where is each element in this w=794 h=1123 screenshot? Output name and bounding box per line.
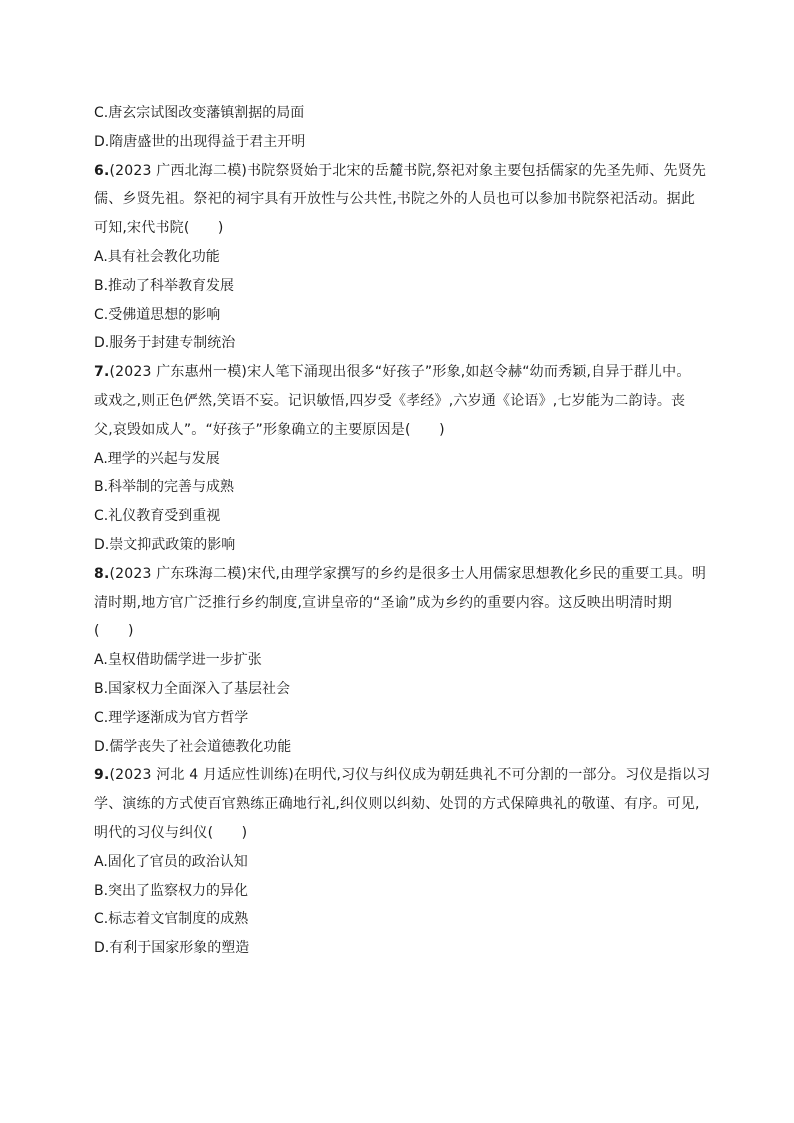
question-9-line-2: 学、演练的方式使百官熟练正确地行礼,纠仪则以纠劾、处罚的方式保障典礼的敬谨、有序。可见,: [94, 796, 700, 813]
option-c: C.理学逐渐成为官方哲学: [94, 709, 249, 726]
question-8: [94, 560, 707, 762]
question-7: [94, 358, 694, 560]
question-number: 7.: [94, 364, 110, 381]
option-d: D.儒学丧失了社会道德教化功能: [94, 738, 292, 755]
option-c: C.礼仪教育受到重视: [94, 508, 221, 525]
option-b: B.国家权力全面深入了基层社会: [94, 680, 291, 697]
question-8-line-1: [94, 560, 707, 589]
option-d: D.有利于国家形象的塑造: [94, 940, 250, 957]
option-c: C.受佛道思想的影响: [94, 306, 221, 323]
question-text: (2023 河北 4 月适应性训练)在明代,习仪与纠仪成为朝廷典礼不可分割的一部分。习仪是指以习: [109, 767, 711, 784]
question-9-line-3: 明代的习仪与纠仪( ): [94, 824, 248, 841]
question-7-line-1: [94, 358, 694, 387]
question-text: (2023 广东珠海二模)宋代,由理学家撰写的乡约是很多士人用儒家思想教化乡民的重要工具。明: [109, 565, 707, 582]
question-6-line-2: 儒、乡贤先祖。祭祀的祠宇具有开放性与公共性,书院之外的人员也可以参加书院祭祀活动。据此: [94, 191, 696, 208]
question-6-line-3: 可知,宋代书院( ): [94, 220, 224, 237]
option-b: B.推动了科举教育发展: [94, 277, 235, 294]
question-6: [94, 157, 707, 359]
question-8-line-2: 清时期,地方官广泛推行乡约制度,宣讲皇帝的“圣谕”成为乡约的重要内容。这反映出明清时期: [94, 594, 673, 611]
option-c: C.标志着文官制度的成熟: [94, 911, 249, 928]
option-a: A.皇权借助儒学进一步扩张: [94, 652, 262, 669]
option-d: D.服务于封建专制统治: [94, 335, 236, 352]
question-number: 9.: [94, 767, 110, 784]
option-a: A.具有社会教化功能: [94, 248, 220, 265]
question-6-line-1: [94, 157, 707, 186]
option-c-prev: C.唐玄宗试图改变藩镇割据的局面: [94, 105, 305, 121]
question-8-line-3: ( ): [94, 623, 134, 640]
option-a: A.固化了官员的政治认知: [94, 853, 248, 870]
question-7-line-3: 父,哀毁如成人”。“好孩子”形象确立的主要原因是( ): [94, 421, 445, 438]
question-text: (2023 广西北海二模)书院祭贤始于北宋的岳麓书院,祭祀对象主要包括儒家的先圣先师、先贤先: [109, 162, 707, 179]
option-a: A.理学的兴起与发展: [94, 450, 220, 467]
question-9-line-1: [94, 761, 711, 790]
question-number: 8.: [94, 565, 110, 582]
question-text: (2023 广东惠州一模)宋人笔下涌现出很多“好孩子”形象,如赵令赫“幼而秀颖,自异于群儿中。: [109, 364, 691, 381]
option-d: D.崇文抑武政策的影响: [94, 536, 236, 553]
question-9: [94, 761, 711, 963]
question-number: 6.: [94, 162, 110, 179]
option-d-prev: D.隋唐盛世的出现得益于君主开明: [94, 133, 306, 150]
option-b: B.科举制的完善与成熟: [94, 479, 235, 496]
question-content: [94, 99, 711, 963]
option-b: B.突出了监察权力的异化: [94, 882, 249, 899]
question-7-line-2: 或戏之,则正色俨然,笑语不妄。记识敏悟,四岁受《孝经》,六岁通《论语》,七岁能为二韵诗。丧: [94, 392, 686, 409]
